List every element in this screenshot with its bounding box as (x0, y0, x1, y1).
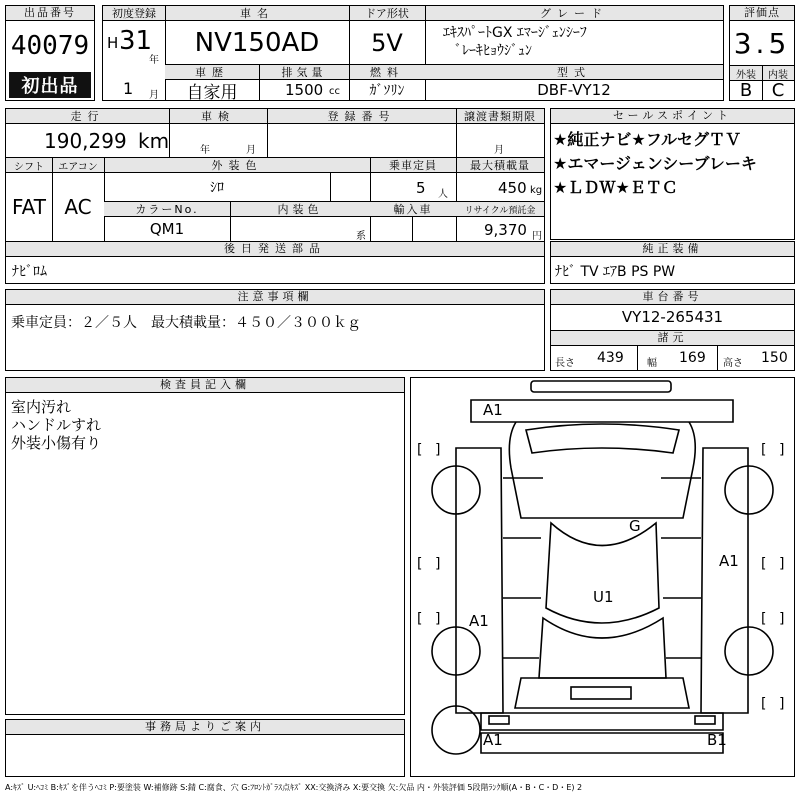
license-plate-rear (571, 687, 631, 699)
mileage-unit: km (138, 129, 170, 153)
damage-mark-windshield: G (629, 517, 641, 535)
color-label: 外装色 (211, 159, 263, 172)
length-label: 長さ (555, 358, 575, 369)
recycle-unit: 円 (532, 231, 542, 242)
mileage-label: 走行 (70, 110, 105, 123)
lot-number: 40079 (10, 31, 90, 61)
door-label: ドア形状 (365, 7, 409, 20)
legend: A:ｷｽﾞ U:ﾍｺﾐ B:ｷｽﾞを伴うﾍｺﾐ P:要塗装 W:補修跡 S:錆 C:腐食、穴 G:ﾌﾛﾝﾄｶﾞﾗｽ点ｷｽﾞ XX:交換済み X:要交換 欠:欠品 内・外装評価 5段階ﾗﾝｸ順(A・B・C・D・E) 2 (5, 783, 583, 792)
first-reg-month: 1 (123, 79, 134, 98)
mileage-value: 190,299 (44, 129, 127, 153)
tail-light-left (489, 716, 509, 724)
damage-mark-rear-right: B1 (707, 731, 727, 749)
sales-point-line-1: ★純正ナビ★フルセグＴＶ (553, 130, 742, 149)
width-label: 幅 (647, 358, 657, 369)
era-mark: H (107, 34, 119, 52)
later-parts-label: 後日発送部品 (6, 242, 544, 257)
oem-value: ﾅﾋﾞ TV ｴｱB PS PW (555, 264, 676, 280)
grade-label: グレード (540, 7, 608, 20)
int-color-label: 内装色 (277, 203, 323, 216)
windshield (526, 424, 679, 453)
inspection-label: 車検 (201, 110, 235, 123)
bracket-right-rear-close: ] (779, 696, 785, 712)
import-label: 輸入車 (393, 203, 433, 216)
month-unit: 月 (149, 90, 159, 101)
score-value: 3.5 (733, 26, 791, 60)
shift-value: FAT (11, 195, 46, 219)
rear-step (481, 733, 723, 753)
length-value: 439 (597, 350, 624, 366)
oem-label: 純正装備 (551, 242, 794, 257)
seats-label: 乗車定員 (389, 159, 437, 172)
inspection-month-unit: 月 (246, 145, 256, 156)
bracket-left-mid: [ (417, 556, 423, 572)
load-value: 450 (498, 179, 527, 197)
rear-bumper (481, 713, 723, 730)
transfer-month-unit: 月 (494, 145, 504, 156)
grade-line-2: ﾞﾚｰｷﾋｮｳｼﾞｭﾝ (455, 43, 532, 59)
caution-text: 乗車定員：２／５人 最大積載量：４５０／３００ｋｇ (11, 315, 361, 331)
height-value: 150 (761, 350, 788, 366)
grade-line-1: ｴｷｽﾊﾟｰﾄGX ｴﾏｰｼﾞｪﾝｼｰﾌ (443, 25, 587, 41)
caution-label: 注意事項欄 (6, 290, 544, 305)
inspector-note-3: 外装小傷有り (11, 434, 102, 452)
front-body-outline (509, 422, 695, 518)
office-notes-box (5, 719, 405, 777)
reg-no-label: 登録番号 (327, 110, 396, 123)
damage-mark-roof: U1 (593, 588, 614, 606)
front-right-wheel (725, 466, 773, 514)
front-bumper-shape (531, 381, 671, 392)
year-unit: 年 (149, 55, 159, 66)
displacement-value: 1500 (285, 81, 324, 99)
ac-value: AC (64, 195, 92, 219)
lot-box (5, 5, 95, 101)
left-door-lines (503, 478, 543, 658)
color-no-label: カラーNo. (135, 203, 199, 216)
vehicle-header-box (102, 5, 724, 101)
bracket-right-top: [ (761, 442, 767, 458)
tail-light-right (695, 716, 715, 724)
cabin-floor (539, 618, 666, 678)
width-value: 169 (679, 350, 706, 366)
bracket-right-bot-close: ] (779, 611, 785, 627)
inspector-note-2: ハンドルすれ (11, 416, 102, 434)
model-label: 型式 (557, 66, 591, 79)
damage-mark-left-side: A1 (469, 612, 489, 630)
seats-value: 5 (416, 179, 426, 197)
color-value: ｼﾛ (210, 180, 224, 196)
int-color-unit: 系 (356, 231, 366, 242)
score-label: 評価点 (730, 6, 794, 21)
roof-outline (546, 523, 659, 623)
exterior-grade: B (739, 80, 753, 101)
displacement-label: 排気量 (281, 66, 327, 79)
later-parts-value: ﾅﾋﾞﾛﾑ (12, 264, 47, 280)
interior-grade: C (771, 80, 785, 101)
recycle-value: 9,370 (484, 221, 527, 239)
inspection-year-unit: 年 (200, 145, 210, 156)
score-box (729, 5, 795, 101)
car-name-label: 車名 (240, 7, 274, 20)
sales-points-label: セールスポイント (551, 109, 794, 124)
bracket-left-mid-close: ] (435, 556, 441, 572)
bracket-left-bot: [ (417, 611, 423, 627)
right-door-lines (661, 478, 701, 658)
recycle-label: リサイクル預託金 (464, 205, 536, 216)
sales-point-line-2: ★エマージェンシーブレーキ (553, 154, 757, 173)
bracket-right-top-close: ] (779, 442, 785, 458)
bracket-left-top: [ (417, 442, 423, 458)
first-listing-badge: 初出品 (9, 72, 91, 98)
car-name: NV150AD (194, 27, 320, 58)
hood-outline (471, 400, 733, 422)
fuel-label: 燃料 (370, 66, 404, 79)
history-label: 車歴 (195, 66, 229, 79)
seats-unit: 人 (438, 189, 448, 200)
exterior-label: 外装 (736, 69, 756, 81)
damage-mark-front: A1 (483, 401, 503, 419)
first-reg-year: 31 (119, 26, 153, 56)
sales-point-line-3: ★ＬＤＷ★ＥＴＣ (553, 178, 678, 197)
load-unit: kg (530, 185, 543, 196)
bracket-left-top-close: ] (435, 442, 441, 458)
ac-label: エアコン (58, 161, 98, 173)
rear-right-wheel (725, 627, 773, 675)
vehicle-details-box (5, 108, 545, 284)
lot-label: 出品番号 (6, 6, 94, 21)
bracket-left-bot-close: ] (435, 611, 441, 627)
model-value: DBF-VY12 (537, 81, 611, 99)
specs-label: 諸元 (551, 331, 794, 346)
bracket-right-bot: [ (761, 611, 767, 627)
displacement-unit: cc (329, 86, 340, 97)
chassis-label: 車台番号 (551, 290, 794, 305)
sales-points-box (550, 108, 795, 240)
inspector-label: 検査員記入欄 (6, 378, 404, 393)
load-label: 最大積載量 (470, 159, 530, 172)
transfer-label: 譲渡書類期限 (464, 110, 536, 123)
bracket-right-mid-close: ] (779, 556, 785, 572)
car-diagram-box (410, 377, 795, 777)
door-type: 5V (371, 28, 403, 57)
bracket-right-mid: [ (761, 556, 767, 572)
oem-equipment-box (550, 241, 795, 284)
damage-mark-rear-left: A1 (483, 731, 503, 749)
first-reg-label: 初度登録 (112, 7, 156, 20)
caution-box (5, 289, 545, 371)
chassis-number: VY12-265431 (621, 308, 724, 326)
car-diagram (411, 378, 794, 776)
history-value: 自家用 (186, 82, 238, 103)
damage-mark-right-side: A1 (719, 552, 739, 570)
chassis-box (550, 289, 795, 371)
shift-label: シフト (14, 161, 44, 173)
color-no-value: QM1 (149, 220, 185, 238)
fuel-value: ｶﾞｿﾘﾝ (369, 83, 405, 99)
bracket-right-rear: [ (761, 696, 767, 712)
inspector-note-1: 室内汚れ (11, 398, 72, 416)
inspector-notes-box (5, 377, 405, 715)
interior-label: 内装 (768, 69, 788, 81)
rear-body-outline (515, 678, 689, 708)
height-label: 高さ (723, 358, 743, 369)
office-label: 事務局よりご案内 (6, 720, 404, 735)
